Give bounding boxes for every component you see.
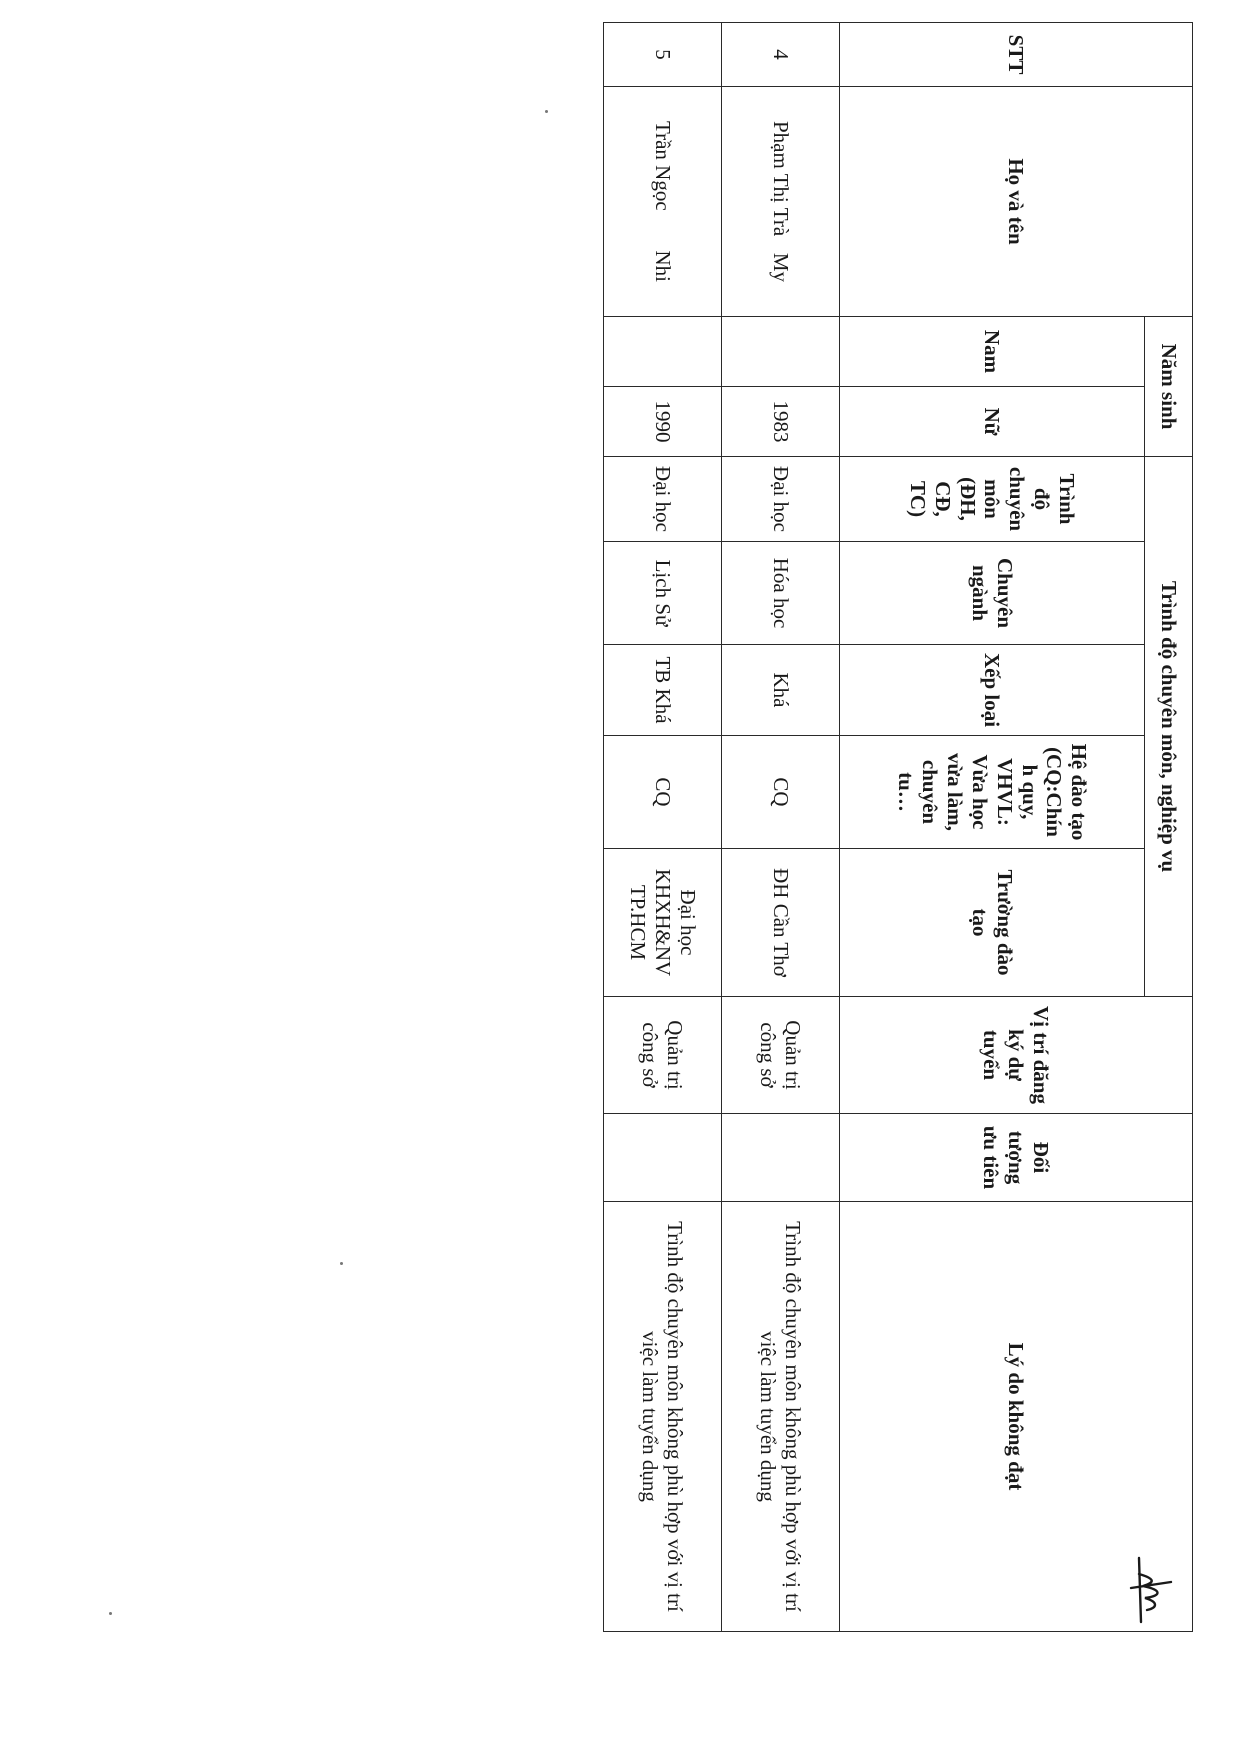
cell-nu: 1990 — [604, 387, 722, 457]
header-nam-sinh: Năm sinh — [1145, 317, 1193, 457]
cell-ho-va-ten — [721, 87, 839, 317]
header-truong-dao-tao: Trường đào tạo — [839, 849, 1145, 997]
scan-speck — [545, 110, 548, 113]
header-xep-loai: Xếp loại — [839, 645, 1145, 736]
scan-speck — [340, 1262, 343, 1265]
cell-doi-tuong — [604, 1114, 722, 1202]
cell-vi-tri: Quản trị công sở — [604, 997, 722, 1114]
cell-ten: Nhi — [650, 250, 675, 282]
header-nu: Nữ — [839, 387, 1145, 457]
header-ly-do: Lý do không đạt — [839, 1202, 1192, 1632]
cell-ho: Phạm Thị Trà — [768, 121, 793, 237]
cell-trinh-do: Đại học — [604, 457, 722, 542]
cell-ly-do: Trình độ chuyên môn không phù hợp với vị trí việc làm tuyển dụng — [604, 1202, 722, 1632]
cell-trinh-do: Đại học — [721, 457, 839, 542]
cell-chuyen-nganh: Lịch Sử — [604, 542, 722, 645]
cell-doi-tuong — [721, 1114, 839, 1202]
cell-nam — [721, 317, 839, 387]
header-stt: STT — [839, 23, 1192, 87]
cell-stt: 4 — [721, 23, 839, 87]
cell-stt: 5 — [604, 23, 722, 87]
cell-truong: Đại học KHXH&NV TP.HCM — [604, 849, 722, 997]
cell-ho: Trần Ngọc — [650, 121, 675, 211]
header-vi-tri: Vị trí đăng ký dự tuyển — [839, 997, 1192, 1114]
cell-he-dao-tao: CQ — [604, 736, 722, 849]
cell-ten: My — [768, 252, 793, 282]
header-nam: Nam — [839, 317, 1145, 387]
table-row — [604, 23, 722, 1632]
header-row-1 — [1145, 23, 1193, 1632]
cell-xep-loai: Khá — [721, 645, 839, 736]
cell-truong: ĐH Cần Thơ — [721, 849, 839, 997]
cell-chuyen-nganh: Hóa học — [721, 542, 839, 645]
cell-he-dao-tao: CQ — [721, 736, 839, 849]
header-chuyen-nganh: Chuyên ngành — [839, 542, 1145, 645]
candidate-table — [603, 22, 1193, 1632]
cell-ho-va-ten — [604, 87, 722, 317]
cell-vi-tri: Quản trị công sở — [721, 997, 839, 1114]
cell-nam — [604, 317, 722, 387]
header-he-dao-tao: Hệ đào tạo (CQ:Chính quy, VHVL: Vừa học vừa làm, chuyên tu… — [839, 736, 1145, 849]
table-row — [721, 23, 839, 1632]
header-doi-tuong: Đối tượng ưu tiên — [839, 1114, 1192, 1202]
handwritten-signature — [1123, 1552, 1183, 1632]
cell-xep-loai: TB Khá — [604, 645, 722, 736]
cell-nu: 1983 — [721, 387, 839, 457]
scan-speck — [109, 1612, 112, 1615]
rotated-page — [603, 22, 1193, 1722]
header-ho-va-ten: Họ và tên — [839, 87, 1192, 317]
cell-ly-do: Trình độ chuyên môn không phù hợp với vị trí việc làm tuyển dụng — [721, 1202, 839, 1632]
header-trinh-do-group: Trình độ chuyên môn, nghiệp vụ — [1145, 457, 1193, 997]
header-trinh-do: Trình độ chuyên môn (ĐH, CĐ, TC) — [839, 457, 1145, 542]
